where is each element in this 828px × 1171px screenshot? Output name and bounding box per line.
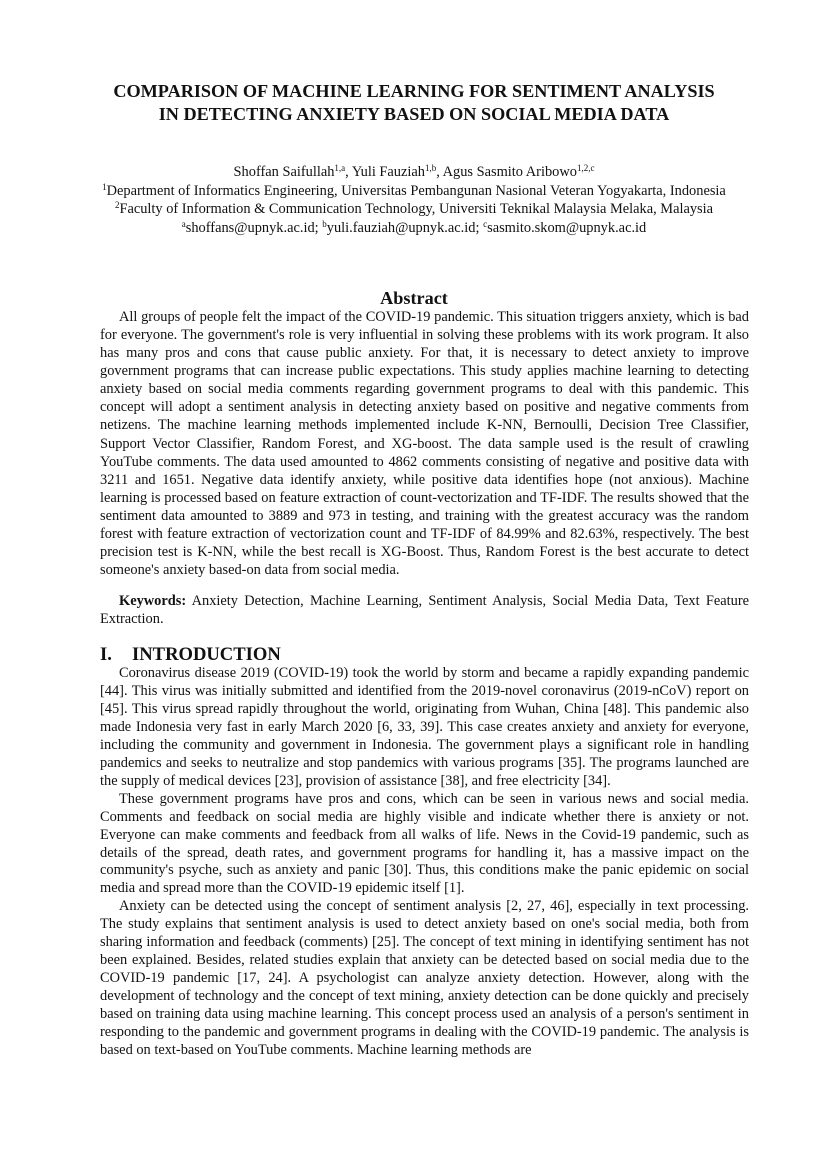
- author-name: Yuli Fauziah: [351, 164, 425, 180]
- author-separator: ,: [345, 164, 352, 180]
- keywords: [100, 592, 749, 628]
- abstract-text: All groups of people felt the impact of the COVID-19 pandemic. This situation triggers anxiety, which is bad for everyone. The government's role is very influential in solving these problems with its work program. It also has many pros and cons that cause public anxiety. For that, it is necessary to detect anxiety to improve government programs that can increase public expectations. This study applies machine learning to detecting anxiety based on social media comments regarding government programs to deal with this pandemic. This concept will adopt a sentiment analysis in detecting anxiety based on positive and negative comments from netizens. The machine learning methods implemented include K-NN, Bernoulli, Decision Tree Classifier, Support Vector Classifier, Random Forest, and XG-boost. The data sample used is the result of crawling YouTube comments. The data used amounted to 4862 comments consisting of negative and positive data with 3211 and 1651. Negative data identify anxiety, while positive data identifies hope (not anxious). Machine learning is processed based on feature extraction of count-vectorization and TF-IDF. The results showed that the sentiment data amounted to 3889 and 973 in testing, and training with the greatest accuracy was the random forest with feature extraction of vectorization count and TF-IDF of 84.99% and 82.63%, respectively. The best precision test is K-NN, while the best recall is XG-Boost. Thus, Random Forest is the best accurate to detect someone's anxiety based-on data from social media.: [100, 309, 749, 579]
- email-line: [95, 219, 733, 238]
- keywords-text: Anxiety Detection, Machine Learning, Sentiment Analysis, Social Media Data, Text Feature Extraction.: [100, 593, 749, 628]
- affiliation-text: Department of Informatics Engineering, Universitas Pembangunan Nasional Veteran Yogyakarta, Indonesia: [106, 182, 726, 199]
- affiliation-1: [95, 182, 733, 201]
- author-mark: 1,2,c: [576, 163, 595, 173]
- affiliation-mark: 2: [114, 200, 120, 210]
- affiliation-2: [95, 200, 733, 219]
- section-body: [100, 665, 749, 1060]
- keywords-label: Keywords:: [119, 593, 187, 609]
- email-separator: ;: [475, 219, 484, 236]
- author-block: [95, 163, 733, 237]
- section-heading: [100, 644, 749, 666]
- affiliation-text: Faculty of Information & Communication Technology, Universiti Teknikal Malaysia Melaka, Malaysia: [119, 201, 714, 217]
- abstract-heading: Abstract: [380, 288, 448, 308]
- paper-title: COMPARISON OF MACHINE LEARNING FOR SENTIMENT ANALYSIS IN DETECTING ANXIETY BASED ON SOCIAL MEDIA DATA: [113, 81, 715, 124]
- author-name: Shoffan Saifullah: [233, 164, 335, 180]
- email-address: sasmito.skom@upnyk.ac.id: [487, 219, 647, 236]
- author-name: Agus Sasmito Aribowo: [442, 164, 577, 180]
- section-number: I.: [100, 644, 112, 665]
- author-mark: 1,a: [334, 163, 346, 173]
- paragraph: Anxiety can be detected using the concept of sentiment analysis [2, 27, 46], especially in text processing. The study explains that sentiment analysis is used to detect anxiety based on one's social media, both from sharing information and feedback (comments) [25]. The concept of text mining in identifying sentiment has not been explained. Besides, related studies explain that anxiety can be detected based on social media due to the COVID-19 pandemic [17, 24]. A psychologist can analyze anxiety detection. However, along with the development of technology and the concept of text mining, anxiety detection can be done quickly and precisely based on training data using machine learning. This concept process used an analysis of a person's sentiment in responding to the pandemic and government programs in dealing with the COVID-19 pandemic. The analysis is based on text-based on YouTube comments. Machine learning methods are: [100, 898, 749, 1059]
- affiliation-mark: 1: [102, 181, 107, 192]
- paragraph: These government programs have pros and cons, which can be seen in various news and social media. Comments and feedback on social media are highly visible and indicate whether there is anxiety or not. Everyone can make comments and feedback from all walks of life. News in the Covid-19 pandemic, such as details of the spread, death rates, and government programs for handling it, has a massive impact on the community's psyche, such as anxiety and panic [30]. Thus, this conditions make the panic epidemic on social media and spread more than the COVID-19 epidemic itself [1].: [100, 790, 749, 897]
- author-separator: ,: [436, 164, 443, 180]
- email-mark: a: [181, 218, 186, 229]
- email-mark: b: [322, 218, 327, 229]
- paragraph: Coronavirus disease 2019 (COVID-19) took the world by storm and became a rapidly expanding pandemic [44]. This virus was initially submitted and identified from the 2019-novel coronavirus (2019-nCoV) report on [45]. This virus spread rapidly throughout the world, originating from Wuhan, China [48]. This pandemic also made Indonesia very fast in early March 2020 [6, 33, 39]. This case creates anxiety and anxiety for everyone, including the community and government in Indonesia. The government plays a significant role in handling pandemics and seeks to neutralize and stop pandemics with various programs [35]. The programs launched are the supply of medical devices [23], provision of assistance [38], and free electricity [34].: [100, 665, 749, 789]
- email-address: yuli.fauziah@upnyk.ac.id: [326, 219, 476, 236]
- email-separator: ;: [314, 219, 323, 236]
- author-line: [95, 163, 733, 182]
- email-address: shoffans@upnyk.ac.id: [185, 219, 315, 236]
- section-title: INTRODUCTION: [132, 644, 281, 665]
- author-mark: 1,b: [424, 163, 437, 173]
- email-mark: c: [483, 218, 488, 229]
